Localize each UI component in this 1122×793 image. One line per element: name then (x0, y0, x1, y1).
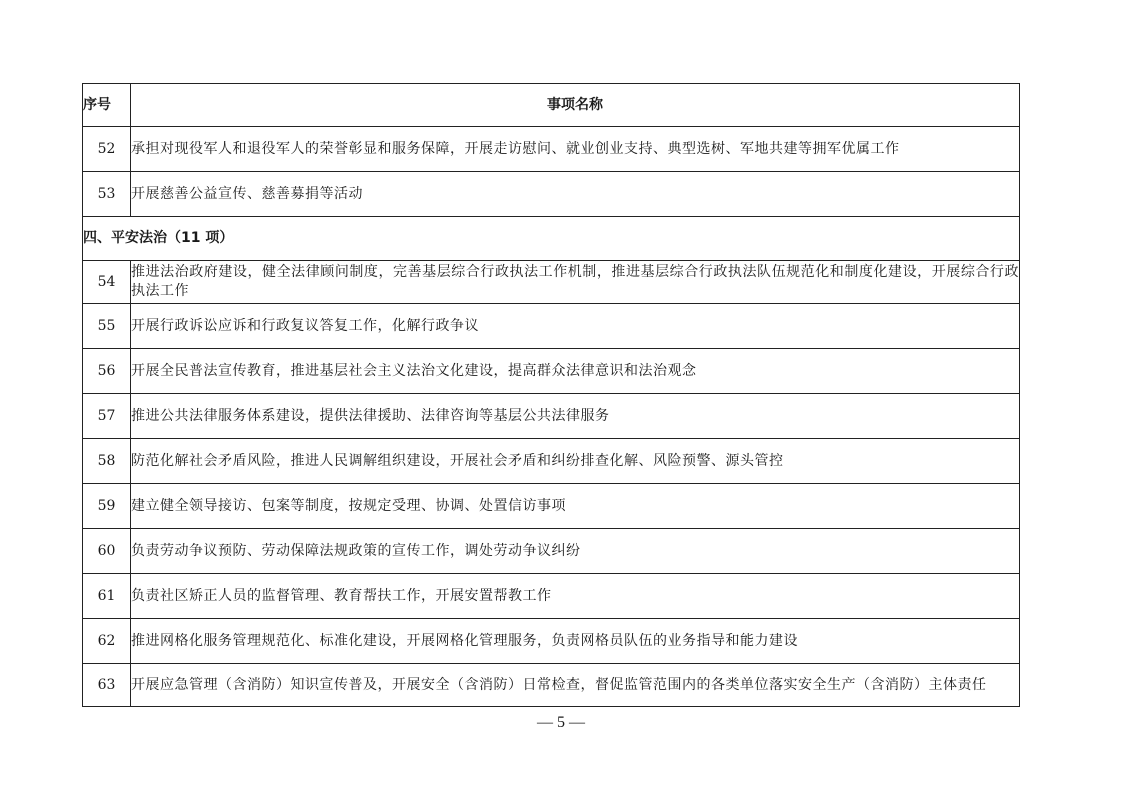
row-text: 承担对现役军人和退役军人的荣誉彰显和服务保障，开展走访慰问、就业创业支持、典型选树、军地共建等拥军优属工作 (131, 127, 1020, 172)
table-row (83, 304, 1020, 349)
page-number: — 5 — (537, 714, 585, 731)
header-number: 序号 (83, 84, 131, 127)
row-text: 开展应急管理（含消防）知识宣传普及，开展安全（含消防）日常检查，督促监管范围内的各类单位落实安全生产（含消防）主体责任 (131, 664, 1020, 707)
row-number: 60 (83, 529, 131, 574)
table-row (83, 349, 1020, 394)
row-text: 推进公共法律服务体系建设，提供法律援助、法律咨询等基层公共法律服务 (131, 394, 1020, 439)
row-text: 推进法治政府建设，健全法律顾问制度，完善基层综合行政执法工作机制，推进基层综合行政执法队伍规范化和制度化建设，开展综合行政执法工作 (131, 261, 1020, 304)
row-text: 负责社区矫正人员的监督管理、教育帮扶工作，开展安置帮教工作 (131, 574, 1020, 619)
section-row (83, 217, 1020, 261)
table-header-row (83, 84, 1020, 127)
row-number: 61 (83, 574, 131, 619)
table-row (83, 127, 1020, 172)
row-number: 53 (83, 172, 131, 217)
row-number: 54 (83, 261, 131, 304)
row-number: 63 (83, 664, 131, 707)
table-row (83, 172, 1020, 217)
items-table (82, 83, 1020, 707)
table-row (83, 664, 1020, 707)
row-number: 62 (83, 619, 131, 664)
row-text: 建立健全领导接访、包案等制度，按规定受理、协调、处置信访事项 (131, 484, 1020, 529)
table-row (83, 574, 1020, 619)
row-number: 58 (83, 439, 131, 484)
table-row (83, 394, 1020, 439)
row-number: 52 (83, 127, 131, 172)
section-title: 四、平安法治（11 项） (83, 217, 1020, 261)
row-text: 防范化解社会矛盾风险，推进人民调解组织建设，开展社会矛盾和纠纷排查化解、风险预警、源头管控 (131, 439, 1020, 484)
row-text: 负责劳动争议预防、劳动保障法规政策的宣传工作，调处劳动争议纠纷 (131, 529, 1020, 574)
row-text: 开展行政诉讼应诉和行政复议答复工作，化解行政争议 (131, 304, 1020, 349)
row-number: 57 (83, 394, 131, 439)
row-number: 55 (83, 304, 131, 349)
row-text: 开展慈善公益宣传、慈善募捐等活动 (131, 172, 1020, 217)
table-row (83, 439, 1020, 484)
row-number: 56 (83, 349, 131, 394)
table-row (83, 484, 1020, 529)
table-row (83, 619, 1020, 664)
header-name: 事项名称 (131, 84, 1020, 127)
row-text: 推进网格化服务管理规范化、标准化建设，开展网格化管理服务，负责网格员队伍的业务指导和能力建设 (131, 619, 1020, 664)
table-row (83, 529, 1020, 574)
table-row (83, 261, 1020, 304)
row-text: 开展全民普法宣传教育，推进基层社会主义法治文化建设，提高群众法律意识和法治观念 (131, 349, 1020, 394)
row-number: 59 (83, 484, 131, 529)
